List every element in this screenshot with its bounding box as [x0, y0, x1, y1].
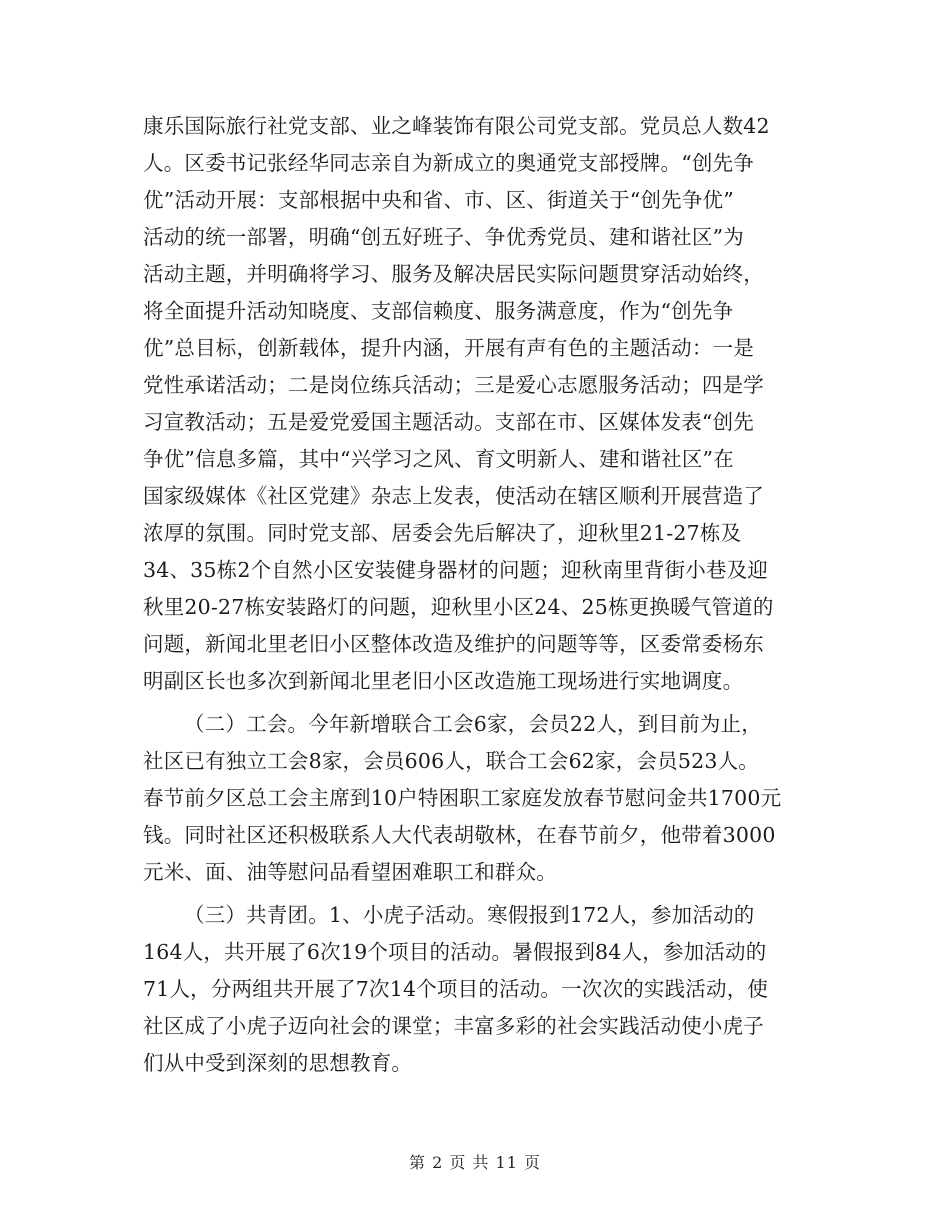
text-line: 习宣教活动；五是爱党爱国主题活动。支部在市、区媒体发表“创先	[143, 410, 754, 434]
text-line: 秋里20-27栋安装路灯的问题，迎秋里小区24、25栋更换暖气管道的	[143, 595, 774, 619]
text-line-indented: （三）共青团。1、小虎子活动。寒假报到172人，参加活动的	[184, 903, 755, 927]
text-line: 71人，分两组共开展了7次14个项目的活动。一次次的实践活动，使	[143, 977, 769, 1001]
text-line: 34、35栋2个自然小区安装健身器材的问题；迎秋南里背街小巷及迎	[143, 558, 769, 582]
text-line: 164人，共开展了6次19个项目的活动。暑假报到84人，参加活动的	[143, 940, 767, 964]
text-line: 国家级媒体《社区党建》杂志上发表，使活动在辖区顺利开展营造了	[143, 484, 764, 508]
text-line: 康乐国际旅行社党支部、业之峰装饰有限公司党支部。党员总人数42	[143, 114, 770, 138]
text-line: 社区已有独立工会8家，会员606人，联合工会62家，会员523人。	[143, 749, 759, 773]
text-line: 争优”信息多篇，其中“兴学习之风、育文明新人、建和谐社区”在	[143, 447, 734, 471]
text-line: 们从中受到深刻的思想教育。	[143, 1051, 413, 1075]
document-body	[143, 108, 815, 1082]
text-line: 浓厚的氛围。同时党支部、居委会先后解决了，迎秋里21-27栋及	[143, 521, 742, 545]
text-line-indented: （二）工会。今年新增联合工会6家，会员22人，到目前为止，	[184, 712, 762, 736]
text-line: 社区成了小虎子迈向社会的课堂；丰富多彩的社会实践活动使小虎子	[143, 1014, 764, 1038]
text-line: 优”活动开展：支部根据中央和省、市、区、街道关于“创先争优”	[143, 188, 734, 212]
text-line: 优”总目标，创新载体，提升内涵，开展有声有色的主题活动：一是	[143, 336, 754, 360]
text-line: 人。区委书记张经华同志亲自为新成立的奥通党支部授牌。“创先争	[143, 151, 754, 175]
paragraph-trade-union	[143, 706, 815, 891]
text-line: 活动的统一部署，明确“创五好班子、争优秀党员、建和谐社区”为	[143, 225, 744, 249]
page-number-footer: 第 2 页 共 11 页	[409, 1153, 541, 1172]
text-line: 将全面提升活动知晓度、支部信赖度、服务满意度，作为“创先争	[143, 299, 734, 323]
text-line: 元米、面、油等慰问品看望困难职工和群众。	[143, 860, 557, 884]
text-line: 春节前夕区总工会主席到10户特困职工家庭发放春节慰问金共1700元	[143, 786, 782, 810]
text-line: 活动主题，并明确将学习、服务及解决居民实际问题贯穿活动始终，	[143, 262, 764, 286]
text-line: 钱。同时社区还积极联系人大代表胡敬林，在春节前夕，他带着3000	[143, 823, 776, 847]
text-line: 党性承诺活动；二是岗位练兵活动；三是爱心志愿服务活动；四是学	[143, 373, 764, 397]
text-line: 问题，新闻北里老旧小区整体改造及维护的问题等等，区委常委杨东	[143, 632, 764, 656]
paragraph-party-branch	[143, 108, 815, 700]
text-line: 明副区长也多次到新闻北里老旧小区改造施工现场进行实地调度。	[143, 669, 744, 693]
paragraph-youth-league	[143, 897, 815, 1082]
